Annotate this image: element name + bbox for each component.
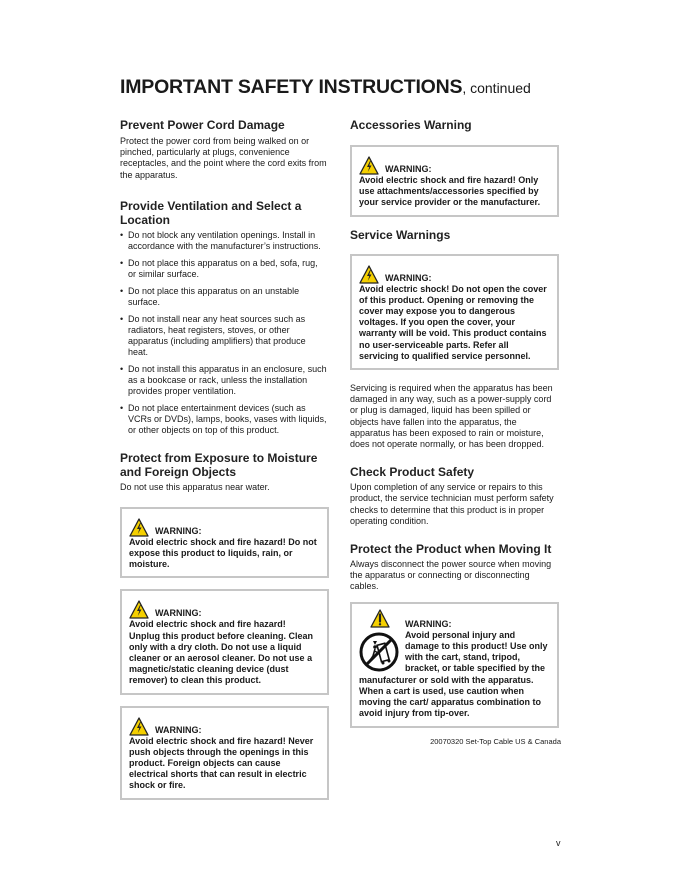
warning-text: Avoid personal injury and damage to this product! Use only with the cart, stand, tripod, bracket, or table specified by the manufacturer or sold with the apparatus. When a cart is used, use caution when moving the cart/ apparatus combination to avoid injury from tip-over. bbox=[359, 629, 548, 719]
cart-tipover-icon bbox=[359, 632, 399, 672]
title-sub: , continued bbox=[462, 80, 531, 96]
cord-text: Protect the power cord from being walked on or pinched, particularly at plugs, convenience receptacles, and the point where the cord exits from the apparatus. bbox=[120, 136, 327, 180]
moisture-heading: Protect from Exposure to Moisture and Foreign Objects bbox=[120, 450, 318, 479]
list-item: • Do not place this apparatus on a bed, sofa, rug, or similar surface. bbox=[120, 258, 328, 280]
list-item: • Do not install this apparatus in an enclosure, such as a bookcase or rack, unless the installation provides proper ventilation. bbox=[120, 364, 328, 398]
document-code: 20070320 Set-Top Cable US & Canada bbox=[430, 736, 561, 746]
accessories-heading: Accessories Warning bbox=[350, 118, 472, 132]
moving-heading: Protect the Product when Moving It bbox=[350, 542, 552, 557]
warning-label: WARNING: bbox=[155, 525, 202, 536]
warning-text: Avoid electric shock and fire hazard! Unplug this product before cleaning. Clean only with a dry cloth. Do not use a liquid cleaner or an aerosol cleaner. Do not use a magnetic/static cleaning device (dust remover) to clean this product. bbox=[129, 619, 314, 686]
warning-box-service bbox=[350, 254, 559, 370]
left-column bbox=[120, 118, 328, 800]
warning-label: WARNING: bbox=[405, 618, 452, 629]
warning-label: WARNING: bbox=[155, 608, 202, 619]
warning-box-accessories bbox=[350, 145, 559, 217]
list-item: • Do not place entertainment devices (such as VCRs or DVDs), lamps, books, vases with liquids, or other objects on top of this product. bbox=[120, 403, 328, 437]
warning-text: Avoid electric shock and fire hazard! Never push objects through the openings in this product. Foreign objects can cause electrical shorts that can result in electric shock or fire. bbox=[129, 735, 314, 791]
right-column bbox=[350, 118, 561, 746]
warning-box-openings bbox=[120, 706, 329, 800]
ventilation-list bbox=[120, 230, 328, 437]
warning-box-cart bbox=[350, 602, 559, 728]
warning-label: WARNING: bbox=[385, 272, 432, 283]
warning-triangle-icon bbox=[129, 518, 149, 537]
check-heading: Check Product Safety bbox=[350, 465, 475, 480]
warning-triangle-icon bbox=[359, 265, 379, 284]
warning-triangle-icon bbox=[129, 600, 149, 619]
title-main: IMPORTANT SAFETY INSTRUCTIONS bbox=[120, 76, 463, 98]
warning-text: Avoid electric shock and fire hazard! Do not expose this product to liquids, rain, or moisture. bbox=[129, 536, 317, 570]
check-text: Upon completion of any service or repairs to this product, the service technician must perform safety checks to determine that this product is in proper operating condition. bbox=[350, 482, 554, 526]
moisture-text: Do not use this apparatus near water. bbox=[120, 481, 270, 492]
warning-box-moisture bbox=[120, 507, 329, 579]
page-title bbox=[120, 76, 531, 99]
list-item: • Do not block any ventilation openings. Install in accordance with the manufacturer’s instructions. bbox=[120, 230, 328, 252]
moving-text: Always disconnect the power source when moving the apparatus or connecting or disconnecting cables. bbox=[350, 559, 552, 592]
ventilation-heading: Provide Ventilation and Select a Location bbox=[120, 198, 302, 227]
service-text: Servicing is required when the apparatus has been damaged in any way, such as a power-supply cord or plug is damaged, liquid has been spilled or objects have fallen into the apparatus, the apparatus has been exposed to rain or moisture, does not operate normally, or has been dropped. bbox=[350, 383, 553, 450]
page-number: v bbox=[556, 838, 561, 848]
warning-triangle-icon bbox=[370, 609, 390, 628]
warning-triangle-icon bbox=[359, 156, 379, 175]
service-heading: Service Warnings bbox=[350, 227, 451, 242]
cord-heading: Prevent Power Cord Damage bbox=[120, 118, 285, 132]
warning-text: Avoid electric shock! Do not open the cover of this product. Opening or removing the cover may expose you to dangerous voltages. If you open the cover, your warranty will be void. This product contains no user-serviceable parts. Refer all servicing to qualified service personnel. bbox=[359, 283, 547, 361]
warning-label: WARNING: bbox=[385, 164, 432, 174]
warning-label: WARNING: bbox=[155, 724, 202, 735]
warning-text: Avoid electric shock and fire hazard! Only use attachments/accessories specified by your service provider or the manufacturer. bbox=[359, 175, 541, 208]
warning-box-cleaning bbox=[120, 589, 329, 694]
list-item: • Do not install near any heat sources such as radiators, heat registers, stoves, or other apparatus (including amplifiers) that produce heat. bbox=[120, 314, 328, 359]
warning-triangle-icon bbox=[129, 717, 149, 736]
list-item: • Do not place this apparatus on an unstable surface. bbox=[120, 286, 328, 308]
